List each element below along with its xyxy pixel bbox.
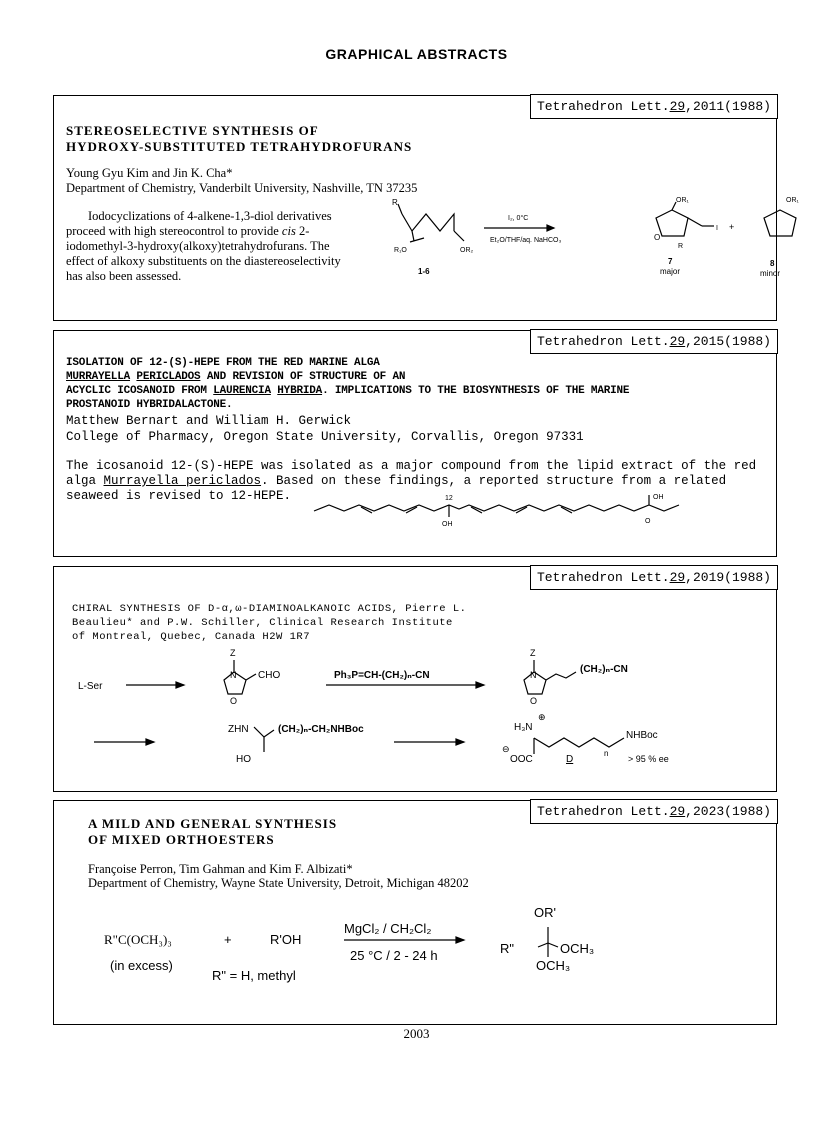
- nhboc: NHBoc: [626, 730, 658, 741]
- affiliation: College of Pharmacy, Oregon State University, Corvallis, Oregon 97331: [66, 430, 584, 444]
- title-species: HYBRIDA: [277, 385, 323, 397]
- zhn-group: ZHN: [228, 724, 249, 735]
- abstract-1: [53, 95, 799, 321]
- p1-or1: OR₁: [676, 197, 689, 204]
- acid-oh-label: OH: [653, 494, 664, 501]
- carbon-chain: [314, 505, 679, 511]
- oh-label: OH: [442, 521, 453, 528]
- bond: [398, 204, 402, 214]
- title-genus: LAURENCIA: [213, 385, 271, 397]
- arrow-head: [476, 682, 484, 688]
- product-r: R": [500, 941, 515, 956]
- wittig-reagent: Ph₃P=CH-(CH₂)ₙ-CN: [334, 670, 430, 681]
- citation-volume: 29: [669, 570, 686, 585]
- citation-pages-year: ,2019(1988): [685, 570, 771, 585]
- hepe-structure: [309, 491, 689, 536]
- title-line: [66, 384, 766, 398]
- p1-tag: major: [660, 267, 681, 276]
- title-line: HYDROXY-SUBSTITUTED TETRAHYDROFURANS: [66, 139, 413, 154]
- title-line: PROSTANOID HYBRIDALACTONE.: [66, 399, 233, 411]
- bond: [410, 238, 424, 242]
- citation-volume: 29: [669, 804, 686, 819]
- o-atom: O: [530, 696, 538, 706]
- bond: [454, 231, 464, 241]
- bond: [688, 218, 702, 226]
- p1-r: R: [678, 243, 684, 250]
- carboxylate: OOC: [510, 754, 533, 765]
- citation-pages-year: ,2011(1988): [685, 99, 771, 114]
- abstract-title: [66, 123, 412, 155]
- p2-label: 8: [770, 259, 775, 268]
- reactant-alcohol: R'OH: [270, 932, 302, 947]
- citation-volume: 29: [669, 334, 686, 349]
- acid-o-label: O: [645, 518, 651, 525]
- title-genus: MURRAYELLA: [66, 371, 131, 383]
- plus-charge: ⊕: [538, 712, 546, 722]
- body-text: alga: [66, 474, 104, 488]
- title-line: STEREOSELECTIVE SYNTHESIS OF: [66, 123, 319, 138]
- product-och3: OCH₃: [536, 958, 571, 973]
- reagent-bottom: Et₂O/THF/aq. NaHCO₃: [490, 237, 562, 244]
- chain-bond: [254, 727, 274, 737]
- p1-label: 7: [668, 257, 673, 266]
- title-line: OF MIXED ORTHOESTERS: [88, 832, 275, 847]
- affiliation: Department of Chemistry, Vanderbilt University, Nashville, TN 37235: [66, 181, 418, 195]
- product-chain: [534, 738, 624, 747]
- c12-label: 12: [445, 495, 453, 502]
- citation-journal: Tetrahedron Lett.: [536, 570, 670, 585]
- arrow-head: [176, 682, 184, 688]
- body-line: CHIRAL SYNTHESIS OF D-α,ω-DIAMINOALKANOIC ACIDS, Pierre L.: [72, 603, 467, 615]
- page-number: 2003: [403, 1026, 430, 1041]
- reactant-orthoester: R"C(OCH₃)₃: [104, 932, 172, 947]
- body-line: of Montreal, Quebec, Canada H2W 1R7: [72, 631, 311, 643]
- body-italic: cis: [281, 224, 296, 238]
- citation-1: [530, 94, 778, 119]
- citation-journal: Tetrahedron Lett.: [536, 334, 670, 349]
- sm-r1o: R₁O: [394, 247, 407, 254]
- arrow-head: [146, 739, 154, 745]
- aldehyde: CHO: [258, 670, 281, 681]
- z-group: Z: [230, 648, 236, 658]
- reaction-scheme-1: [384, 196, 799, 291]
- body-line: iodomethyl-3-hydroxy(alkoxy)tetrahydrofurans. The: [66, 239, 330, 253]
- body-line: effect of alkoxy substituents on the diastereoselectivity: [66, 254, 341, 268]
- product-och3: OCH₃: [560, 941, 595, 956]
- title-text: AND REVISION OF STRUCTURE OF AN: [200, 371, 406, 383]
- r-definition: R" = H, methyl: [212, 968, 296, 983]
- citation-volume: 29: [669, 99, 686, 114]
- authors: Matthew Bernart and William H. Gerwick: [66, 414, 352, 428]
- body-text: proceed with high stereocontrol to provide: [66, 224, 282, 238]
- abstract-body: [72, 602, 466, 644]
- citation-pages-year: ,2023(1988): [685, 804, 771, 819]
- plus-sign: +: [224, 932, 232, 947]
- authors: Young Gyu Kim and Jin K. Cha*: [66, 166, 233, 180]
- citation-pages-year: ,2015(1988): [685, 334, 771, 349]
- body-text: 2-: [295, 224, 310, 238]
- n-subscript: n: [604, 749, 609, 758]
- body-species: Murrayella periclados: [103, 474, 262, 488]
- o-atom: O: [230, 696, 238, 706]
- abstract-title: [88, 816, 337, 848]
- sm-or2: OR₂: [460, 247, 474, 254]
- title-text: . IMPLICATIONS TO THE BIOSYNTHESIS OF THE MARINE: [322, 385, 630, 397]
- abstract-2: [53, 330, 777, 557]
- n-atom: N: [230, 670, 237, 680]
- arrow-head: [547, 225, 554, 231]
- n-atom: N: [530, 670, 537, 680]
- affiliation: Department of Chemistry, Wayne State University, Detroit, Michigan 48202: [88, 876, 469, 890]
- body-line: The icosanoid 12-(S)-HEPE was isolated as a major compound from the lipid extract of the red: [66, 459, 757, 473]
- body-line: seaweed is revised to 12-HEPE.: [66, 489, 292, 503]
- reagent-bottom: 25 °C / 2 - 24 h: [350, 948, 438, 963]
- ammonium: H₃N: [514, 722, 533, 733]
- thf-ring-2: [764, 210, 796, 236]
- excess-note: (in excess): [110, 958, 173, 973]
- arrow-head: [456, 937, 464, 943]
- bond: [246, 674, 256, 680]
- sm-r: R: [392, 198, 398, 207]
- d-config: D: [566, 754, 574, 765]
- ee-value: > 95 % ee: [628, 754, 669, 764]
- citation-2: [530, 329, 778, 354]
- start-material: L-Ser: [78, 681, 103, 692]
- body-line: Iodocyclizations of 4-alkene-1,3-diol derivatives: [88, 209, 332, 223]
- sm-label: 1-6: [418, 267, 430, 276]
- boc-chain: (CH₂)ₙ-CH₂NHBoc: [278, 724, 364, 735]
- title-text: ACYCLIC ICOSANOID FROM: [66, 385, 214, 397]
- alkene-chain: [546, 672, 576, 680]
- product-or: OR': [534, 905, 556, 920]
- body-line: has also been assessed.: [66, 269, 182, 283]
- title-line: A MILD AND GENERAL SYNTHESIS: [88, 816, 338, 831]
- title-line: [66, 370, 766, 384]
- reaction-scheme-3: [64, 642, 754, 787]
- p1-i: I: [716, 225, 718, 232]
- body-line: [66, 474, 771, 489]
- citation-3: [530, 565, 778, 590]
- title-species: PERICLADOS: [136, 371, 201, 383]
- citation-4: [530, 799, 778, 824]
- arrow-head: [456, 739, 464, 745]
- body-line: Beaulieu* and P.W. Schiller, Clinical Research Institute: [72, 617, 453, 629]
- page-header: GRAPHICAL ABSTRACTS: [325, 46, 508, 62]
- reaction-scheme-4: [94, 901, 654, 991]
- diene-chain: [402, 214, 454, 231]
- title-line: ISOLATION OF 12-(S)-HEPE FROM THE RED MARINE ALGA: [66, 357, 380, 369]
- abstract-4: [53, 800, 777, 1025]
- bond: [412, 231, 414, 241]
- authors: Françoise Perron, Tim Gahman and Kim F. Albizati*: [88, 862, 353, 876]
- ho-group: HO: [236, 754, 251, 765]
- p2-tag: minor: [760, 269, 781, 278]
- nitrile-chain: (CH₂)ₙ-CN: [580, 664, 628, 675]
- reagent-top: MgCl₂ / CH₂Cl₂: [344, 921, 432, 936]
- citation-journal: Tetrahedron Lett.: [536, 804, 670, 819]
- body-text: . Based on these findings, a reported structure from a related: [261, 474, 727, 488]
- citation-journal: Tetrahedron Lett.: [536, 99, 670, 114]
- reagent-top: I₂, 0°C: [508, 215, 529, 222]
- bond: [538, 943, 548, 947]
- body-line: [66, 224, 386, 239]
- abstract-3: [53, 566, 777, 792]
- z-group: Z: [530, 648, 536, 658]
- abstract-body: [66, 209, 386, 284]
- bond: [548, 943, 558, 947]
- minus-charge: ⊖: [502, 744, 510, 754]
- p2-or1: OR₁: [786, 197, 799, 204]
- p1-o: O: [654, 233, 661, 242]
- abstract-title: [66, 356, 766, 412]
- plus-sign: +: [729, 222, 735, 232]
- thf-ring-1: [656, 210, 688, 236]
